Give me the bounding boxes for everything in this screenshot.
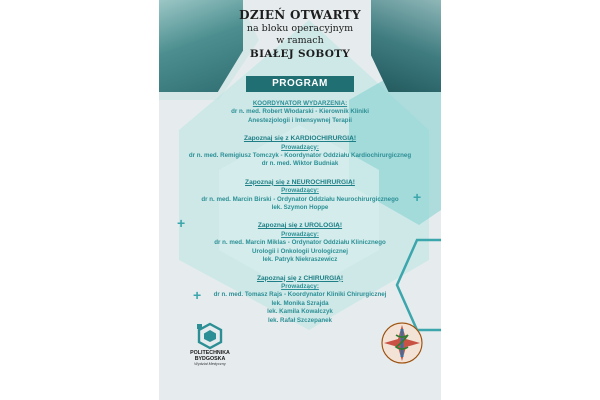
university-logo xyxy=(175,322,245,367)
section-line: lek. Patryk Niekraszewicz xyxy=(262,256,338,264)
section-line: dr n. med. Marcin Miklas - Ordynator Oddziału Klinicznego xyxy=(214,239,386,247)
plus-icon: + xyxy=(413,189,422,205)
coordinator-line: Anestezjologii i Intensywnej Terapii xyxy=(247,116,353,124)
poster xyxy=(159,0,441,400)
plus-icon: + xyxy=(193,287,202,303)
section-line: lek. Szymon Hoppe xyxy=(271,204,329,212)
program-banner: PROGRAM xyxy=(246,76,354,92)
logo-subtitle: Wydział Medyczny xyxy=(194,362,226,367)
section-line: lek. Kamila Kowalczyk xyxy=(267,308,333,316)
plus-icon: + xyxy=(177,215,186,231)
section-title: Zapoznaj się z KARDIOCHIRURGIĄ! xyxy=(243,135,357,143)
section-line: dr n. med. Marcin Birski - Ordynator Oddziału Neurochirurgicznego xyxy=(201,195,399,203)
section-line: lek. Rafał Szczepanek xyxy=(268,316,332,324)
section-line: dr n. med. Tomasz Rajs - Koordynator Kliniki Chirurgicznej xyxy=(213,291,387,299)
coordinator-section xyxy=(159,100,441,125)
surgery-section xyxy=(159,275,441,325)
logo-name-line-2: BYDGOSKA xyxy=(194,356,226,363)
coordinator-line: dr n. med. Robert Włodarski - Kierownik Kliniki xyxy=(231,108,369,116)
section-line: dr n. med. Wiktor Budniak xyxy=(261,160,339,168)
section-title: Zapoznaj się z CHIRURGIĄ! xyxy=(256,274,344,282)
title-line-2: na bloku operacyjnym xyxy=(246,23,354,34)
cardiac-surgery-section xyxy=(159,135,441,169)
section-title: Zapoznaj się z NEUROCHIRURGIĄ! xyxy=(245,178,355,186)
section-role: Prowadzący: xyxy=(281,143,319,151)
logo-name-line-1: POLITECHNIKA xyxy=(190,350,230,356)
program-content xyxy=(159,100,441,335)
section-role: Prowadzący: xyxy=(281,282,319,290)
section-line: dr n. med. Remigiusz Tomczyk - Koordynator Oddziału Kardiochirurgiczneg xyxy=(188,152,412,160)
hospital-emblem-icon xyxy=(379,320,425,366)
coordinator-title: KOORDYNATOR WYDARZENIA: xyxy=(252,100,348,107)
section-line: lek. Monika Szrajda xyxy=(271,299,329,307)
neurosurgery-section xyxy=(159,179,441,213)
title-line-4: BIAŁEJ SOBOTY xyxy=(249,48,351,60)
event-title xyxy=(219,8,381,61)
title-line-1: DZIEŃ OTWARTY xyxy=(239,8,361,22)
pb-logo-icon xyxy=(195,322,225,350)
section-title: Zapoznaj się z UROLOGIĄ! xyxy=(257,222,343,230)
section-role: Prowadzący: xyxy=(281,187,319,195)
section-line: Urologii i Onkologii Urologicznej xyxy=(252,247,348,255)
title-line-3: w ramach xyxy=(276,35,324,46)
section-role: Prowadzący: xyxy=(281,230,319,238)
urology-section xyxy=(159,222,441,264)
